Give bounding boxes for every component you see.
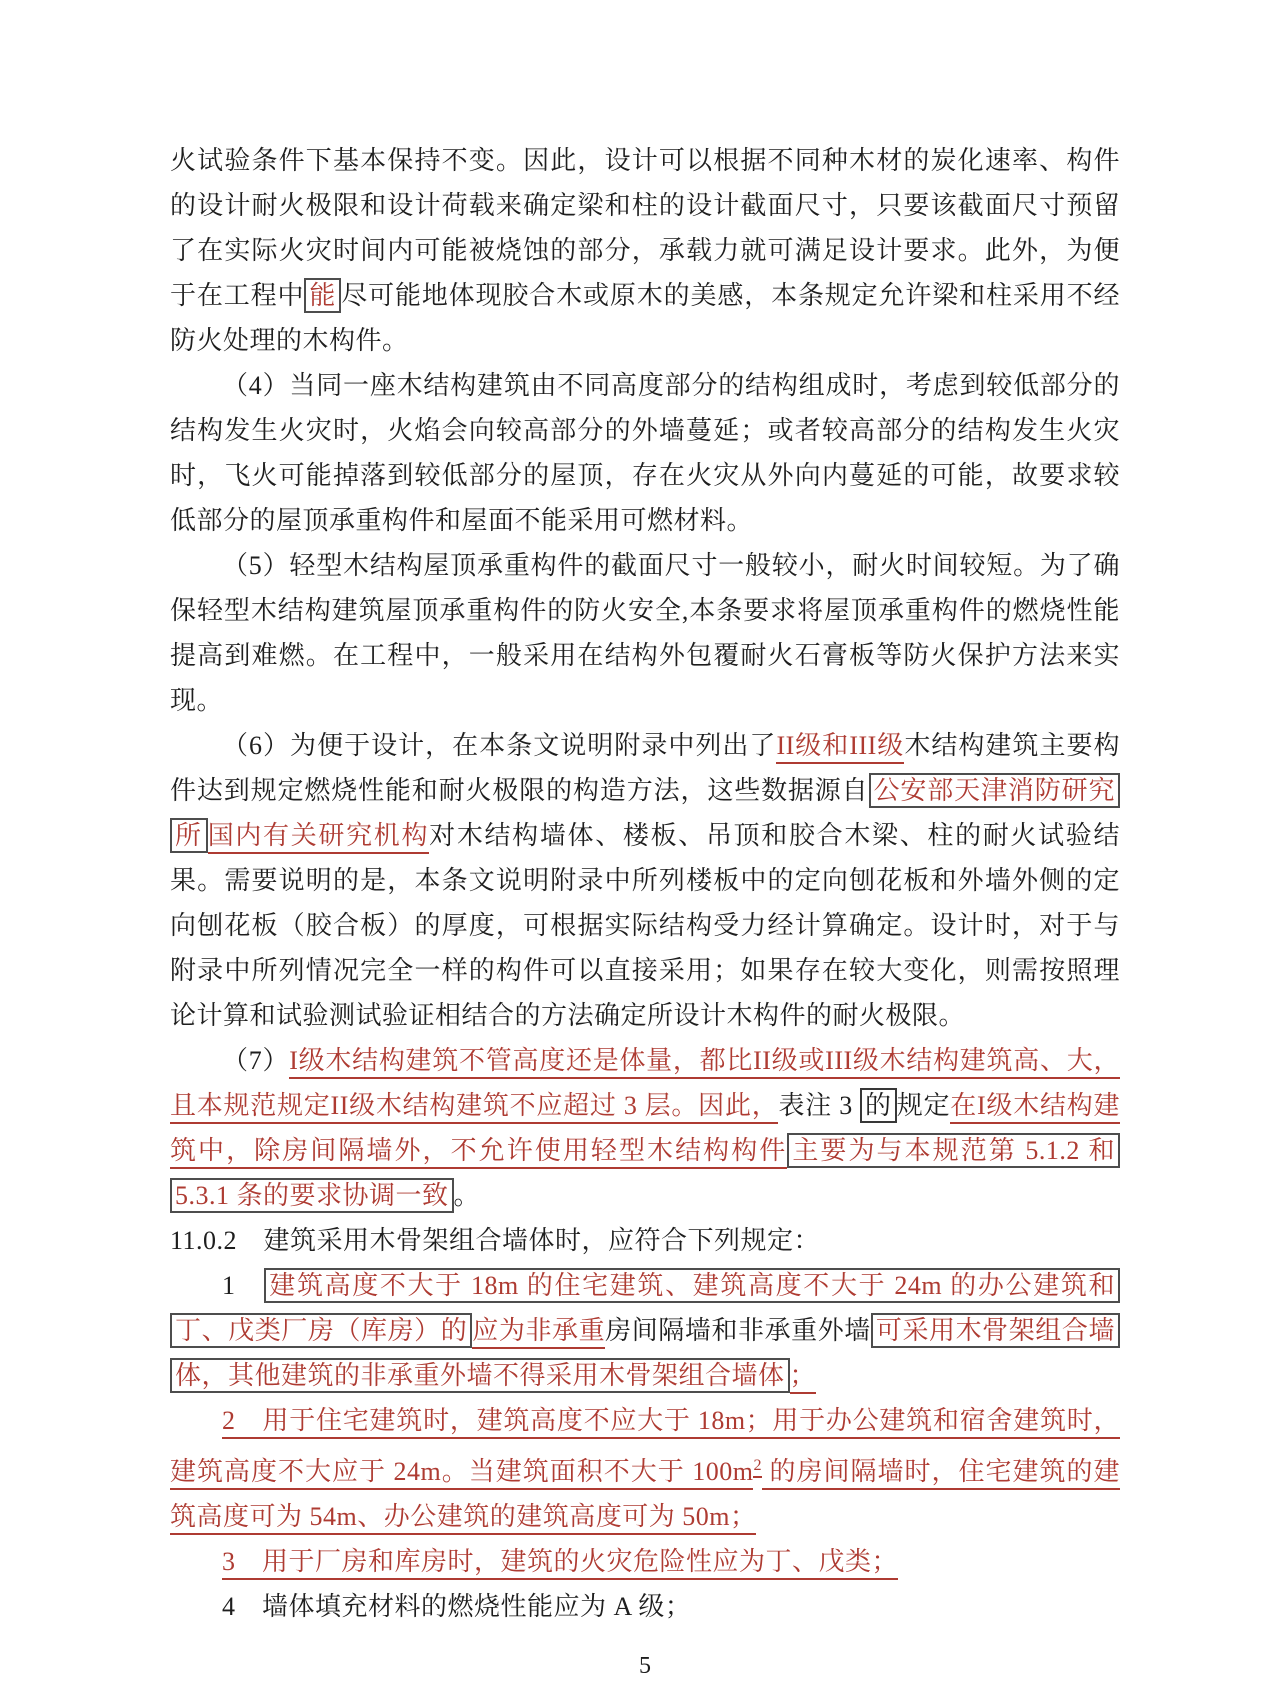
text-run: 木结构建筑主要构件达到规定燃烧性能和耐火极限的构造方法，这些数据源自: [170, 731, 1120, 805]
document-body: [170, 138, 1120, 1629]
inserted-text: ；: [790, 1361, 817, 1394]
text-run: 规定: [896, 1091, 951, 1120]
inserted-text: 的房间隔墙时，住宅建筑的建筑高度可为 54m、办公建筑的建筑高度可为 50m；: [170, 1457, 1120, 1535]
inserted-text: 应为非承重: [472, 1316, 605, 1349]
text-run: 1: [222, 1271, 265, 1300]
para-clause-11-0-2: [170, 1218, 1120, 1263]
deleted-text-boxed: 可采用木骨架组合墙体，其他建筑的非承重外墙不得采用木骨架组合墙体: [170, 1313, 1120, 1393]
text-run: 4 墙体填充材料的燃烧性能应为 A 级；: [222, 1591, 692, 1621]
deleted-text-boxed: 建筑高度不大于 18m 的住宅建筑、建筑高度不大于 24m 的办公建筑和丁、戊类厂房（库房）的: [170, 1268, 1120, 1348]
inserted-text: 3 用于厂房和库房时，建筑的火灾危险性应为丁、戊类；: [222, 1547, 898, 1580]
text-run: 对木结构墙体、楼板、吊顶和胶合木梁、柱的耐火试验结果。需要说明的是，本条文说明附录中所列楼板中的定向刨花板和外墙外侧的定向刨花板（胶合板）的厚度，可根据实际结构受力经计算确定。设计时，对于与附录中所列情况完全一样的构件可以直接采用；如果存在较大变化，则需按照理论计算和试验测试验证相结合的方法确定所设计木构件的耐火极限。: [170, 821, 1120, 1030]
para-item-7-grade-1-restriction: [170, 1038, 1120, 1218]
deleted-text-boxed: 公安部天津消防研究所: [170, 773, 1120, 853]
text-run: 尽可能地体现胶合木或原木的美感，本条规定允许梁和柱采用不经防火处理的木构件。: [170, 281, 1120, 355]
inserted-text: 在I级木结构建筑中，除房间隔墙外，不允许使用轻型木结构构件: [170, 1091, 1120, 1169]
deleted-text-boxed-black: 的: [860, 1088, 897, 1123]
para-item-5-light-wood-roof: [170, 543, 1120, 723]
inserted-text: 2: [753, 1457, 762, 1478]
page-number: 5: [639, 1653, 651, 1679]
text-run: （7）: [222, 1046, 290, 1075]
inserted-text: 国内有关研究机构: [208, 821, 429, 854]
text-run: （5）轻型木结构屋顶承重构件的截面尺寸一般较小，耐火时间较短。为了确保轻型木结构建筑屋顶承重构件的防火安全,本条要求将屋顶承重构件的燃烧性能提高到难燃。在工程中，一般采用在结构外包覆耐火石膏板等防火保护方法来实现。: [170, 551, 1120, 715]
deleted-text-boxed: 主要为与本规范第 5.1.2 和 5.3.1 条的要求协调一致: [170, 1133, 1120, 1213]
para-clause-item-4: [170, 1584, 1120, 1629]
text-run: 。: [453, 1181, 481, 1210]
para-clause-item-1: [170, 1263, 1120, 1398]
text-run: （6）为便于设计，在本条文说明附录中列出了: [222, 731, 777, 760]
text-run: 表注 3: [778, 1091, 860, 1120]
para-item-4-different-heights: [170, 363, 1120, 543]
inserted-text: 2 用于住宅建筑时，建筑高度不应大于 18m；用于办公建筑和宿舍建筑时，建筑高度不大应于 24m。当建筑面积不大于 100m: [170, 1406, 1120, 1490]
para-continuation-charring: [170, 138, 1120, 363]
text-run: 火试验条件下基本保持不变。因此，设计可以根据不同种木材的炭化速率、构件的设计耐火极限和设计荷载来确定梁和柱的设计截面尺寸，只要该截面尺寸预留了在实际火灾时间内可能被烧蚀的部分，承载力就可满足设计要求。此外，为便于在工程中: [170, 146, 1120, 310]
para-clause-item-2: [170, 1398, 1120, 1539]
para-item-6-appendix-data: [170, 723, 1120, 1038]
para-clause-item-3: [170, 1539, 1120, 1584]
text-run: （4）当同一座木结构建筑由不同高度部分的结构组成时，考虑到较低部分的结构发生火灾时，火焰会向较高部分的外墙蔓延；或者较高部分的结构发生火灾时，飞火可能掉落到较低部分的屋顶，存在火灾从外向内蔓延的可能，故要求较低部分的屋顶承重构件和屋面不能采用可燃材料。: [170, 371, 1120, 535]
inserted-text: I级木结构建筑不管高度还是体量，都比II级或III级木结构建筑高、大，且本规范规定II级木结构建筑不应超过 3 层。因此，: [170, 1046, 1120, 1124]
text-run: 房间隔墙和非承重外墙: [605, 1316, 871, 1345]
inserted-text: II级和III级: [776, 731, 904, 764]
deleted-text-boxed: 能: [304, 278, 341, 313]
text-run: 11.0.2 建筑采用木骨架组合墙体时，应符合下列规定：: [170, 1226, 821, 1255]
